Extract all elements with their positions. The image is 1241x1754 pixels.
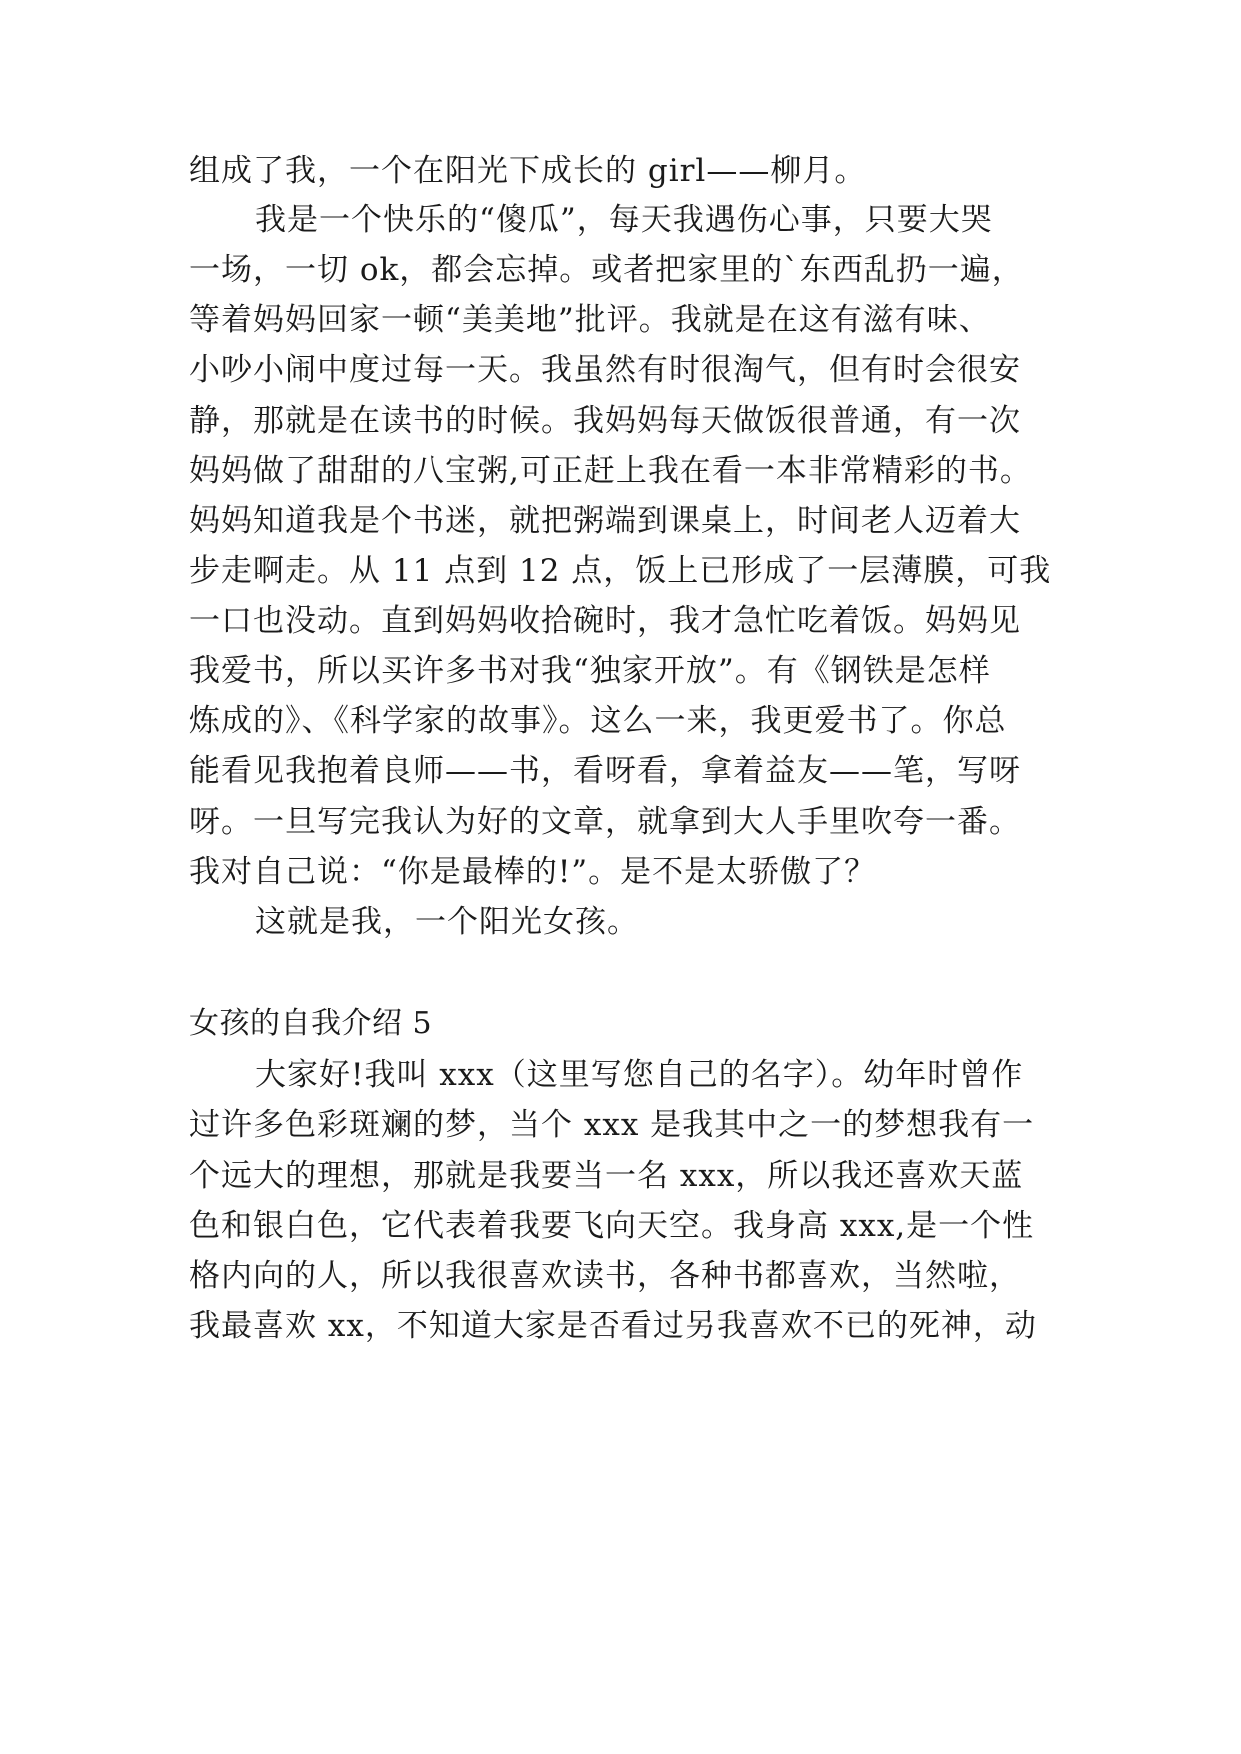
text-line: 色和银白色，它代表着我要飞向天空。我身高 xxx,是一个性 (189, 1208, 1035, 1244)
paragraph-start-line: 我是一个快乐的“傻瓜”，每天我遇伤心事，只要大哭 (255, 202, 993, 238)
text-line: 呀。一旦写完我认为好的文章，就拿到大人手里吹夸一番。 (189, 804, 1021, 840)
text-line: 妈妈知道我是个书迷，就把粥端到课桌上，时间老人迈着大 (189, 503, 1021, 539)
paragraph-start-line: 这就是我，一个阳光女孩。 (255, 904, 639, 940)
text-line: 静，那就是在读书的时候。我妈妈每天做饭很普通，有一次 (189, 403, 1021, 439)
text-line: 炼成的》、《科学家的故事》。这么一来，我更爱书了。你总 (189, 703, 1007, 739)
section-heading: 女孩的自我介绍 5 (189, 1006, 433, 1041)
text-line: 一场，一切 ok，都会忘掉。或者把家里的`东西乱扔一遍， (189, 252, 1024, 288)
text-line: 我最喜欢 xx，不知道大家是否看过另我喜欢不已的死神，动 (189, 1308, 1037, 1344)
text-line: 我对自己说：“你是最棒的!”。是不是太骄傲了？ (189, 854, 877, 890)
text-line: 能看见我抱着良师——书，看呀看，拿着益友——笔，写呀 (189, 753, 1021, 789)
text-line: 小吵小闹中度过每一天。我虽然有时很淘气，但有时会很安 (189, 352, 1021, 388)
text-line: 格内向的人，所以我很喜欢读书，各种书都喜欢，当然啦， (189, 1258, 1021, 1294)
text-line: 一口也没动。直到妈妈收拾碗时，我才急忙吃着饭。妈妈见 (189, 603, 1021, 639)
paragraph-start-line: 大家好!我叫 xxx（这里写您自己的名字）。幼年时曾作 (255, 1057, 1024, 1093)
text-line: 步走啊走。从 11 点到 12 点，饭上已形成了一层薄膜，可我 (189, 553, 1052, 589)
text-line: 妈妈做了甜甜的八宝粥,可正赶上我在看一本非常精彩的书。 (189, 453, 1032, 489)
text-line: 个远大的理想，那就是我要当一名 xxx，所以我还喜欢天蓝 (189, 1158, 1024, 1194)
text-line: 过许多色彩斑斓的梦，当个 xxx 是我其中之一的梦想我有一 (189, 1107, 1035, 1143)
text-line: 等着妈妈回家一顿“美美地”批评。我就是在这有滋有味、 (189, 302, 991, 338)
text-line: 我爱书，所以买许多书对我“独家开放”。有《钢铁是怎样 (189, 653, 991, 689)
text-line: 组成了我，一个在阳光下成长的 girl——柳月。 (189, 153, 867, 189)
